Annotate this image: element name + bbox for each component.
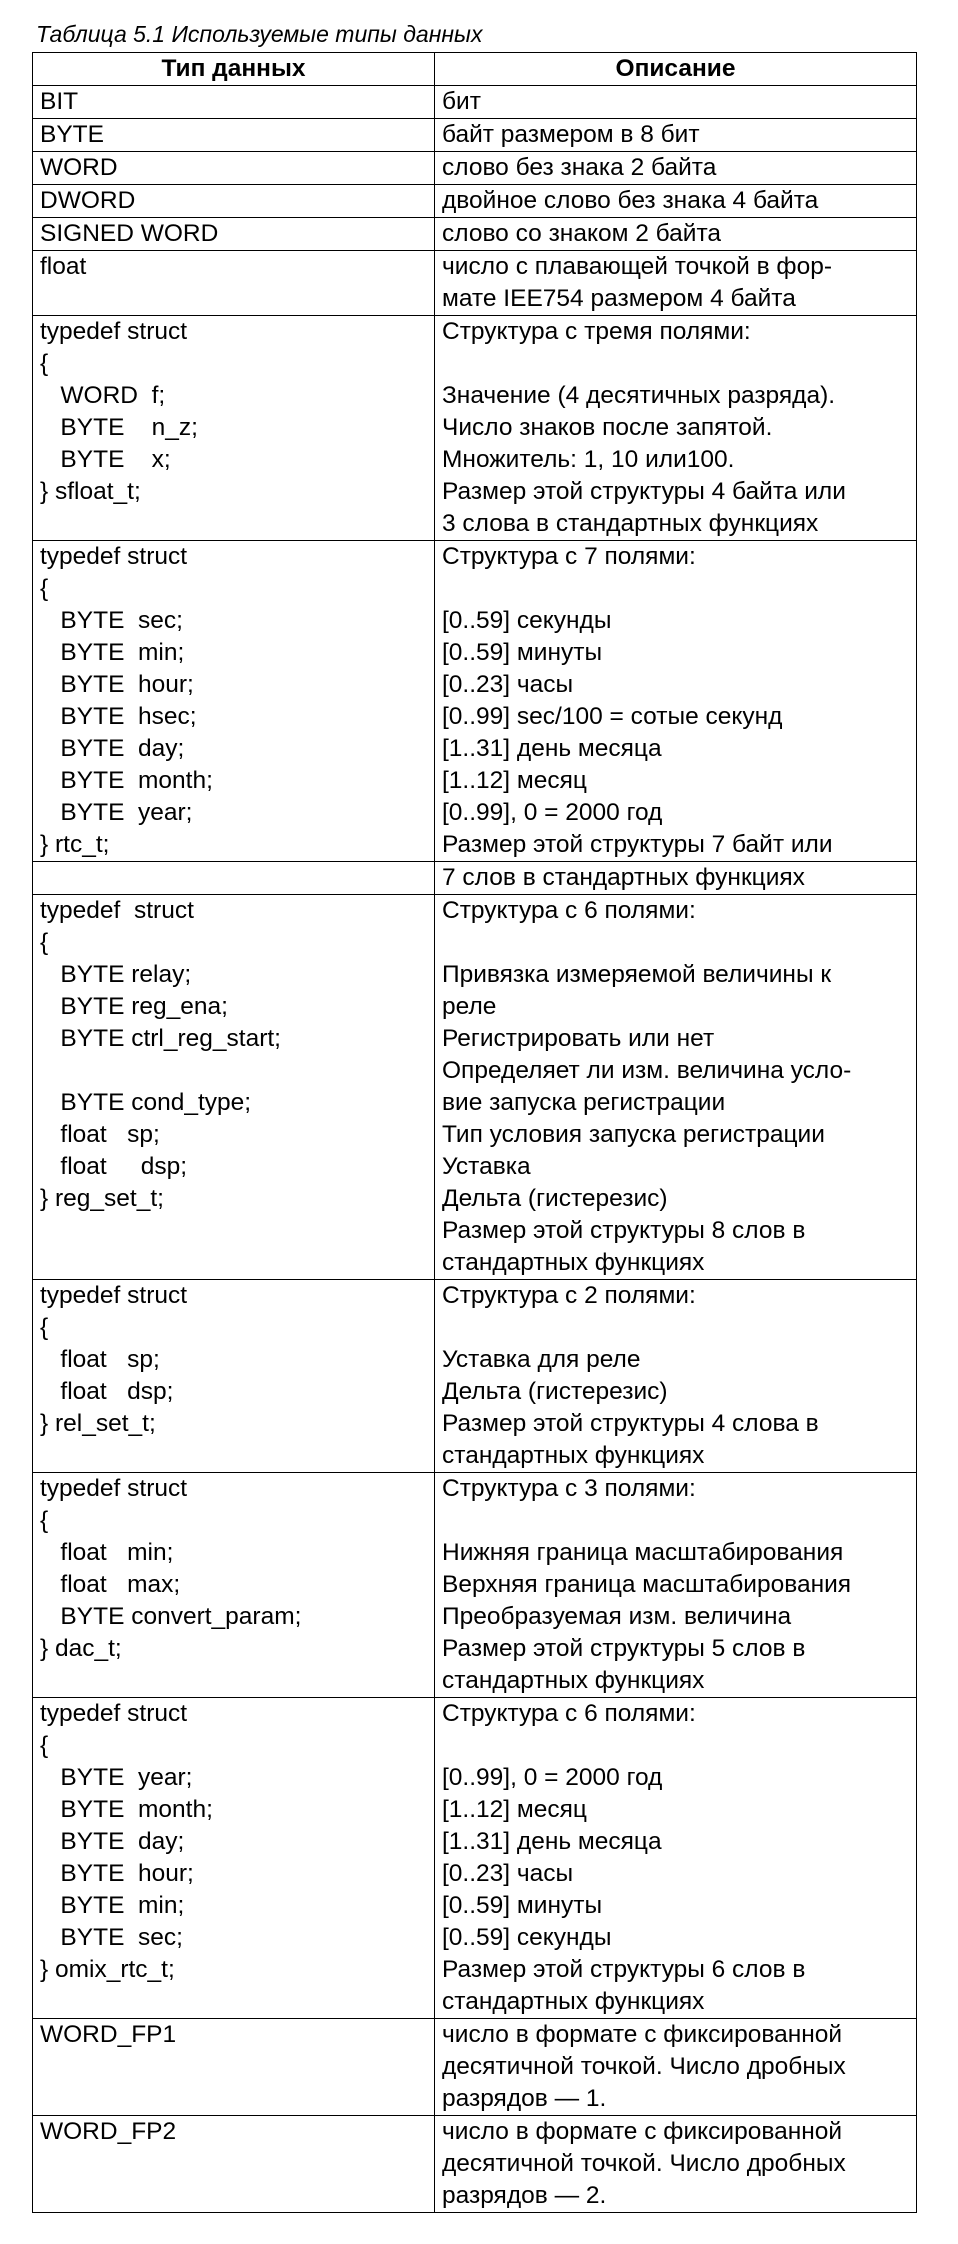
description-line: разрядов — 2. <box>442 2182 607 2209</box>
type-line: typedef struct <box>40 1475 188 1502</box>
type-line: BYTE convert_param; <box>40 1603 302 1630</box>
type-line: BYTE reg_ena; <box>40 993 228 1020</box>
description-cell <box>435 895 917 1280</box>
description-line <box>442 348 909 380</box>
description-line: Дельта (гистерезис) <box>442 1185 668 1212</box>
type-line: BIT <box>40 88 79 115</box>
description-line: Верхняя граница масштабирования <box>442 1571 852 1598</box>
type-line: BYTE year; <box>40 799 193 826</box>
description-cell <box>435 251 917 316</box>
table-row <box>33 1473 917 1698</box>
type-line: BYTE month; <box>40 767 213 794</box>
description-line: Структура с 6 полями: <box>442 897 696 924</box>
description-line: Структура с 6 полями: <box>442 1700 696 1727</box>
type-line: { <box>40 575 49 602</box>
description-line: стандартных функциях <box>442 1249 705 1276</box>
description-line <box>442 1505 909 1537</box>
type-line: BYTE hsec; <box>40 703 197 730</box>
type-cell <box>33 1698 435 2019</box>
type-line: typedef struct <box>40 897 194 924</box>
type-line: BYTE ctrl_reg_start; <box>40 1025 281 1052</box>
type-line: } omix_rtc_t; <box>40 1956 175 1983</box>
description-line <box>442 1312 909 1344</box>
description-line: Тип условия запуска регистрации <box>442 1121 825 1148</box>
table-row <box>33 541 917 862</box>
description-line: бит <box>442 88 481 115</box>
description-line: Регистрировать или нет <box>442 1025 715 1052</box>
type-cell <box>33 185 435 218</box>
description-line <box>442 927 909 959</box>
description-line: [0..59] минуты <box>442 639 603 666</box>
table-row <box>33 251 917 316</box>
type-line: BYTE day; <box>40 1828 185 1855</box>
type-line: float dsp; <box>40 1153 188 1180</box>
type-line: BYTE day; <box>40 735 185 762</box>
description-cell <box>435 316 917 541</box>
description-line: Преобразуемая изм. величина <box>442 1603 792 1630</box>
description-cell <box>435 218 917 251</box>
description-cell <box>435 1280 917 1473</box>
table-row <box>33 316 917 541</box>
type-line: BYTE x; <box>40 446 171 473</box>
description-line: байт размером в 8 бит <box>442 121 700 148</box>
description-line: [0..59] секунды <box>442 1924 612 1951</box>
description-line: [1..31] день месяца <box>442 735 662 762</box>
type-line: } sfloat_t; <box>40 478 141 505</box>
description-line: двойное слово без знака 4 байта <box>442 187 819 214</box>
description-line: слово со знаком 2 байта <box>442 220 722 247</box>
description-cell <box>435 1473 917 1698</box>
type-line: BYTE min; <box>40 639 185 666</box>
description-line: число в формате с фиксированной <box>442 2021 843 2048</box>
description-cell <box>435 86 917 119</box>
type-line: } rtc_t; <box>40 831 110 858</box>
description-cell <box>435 1698 917 2019</box>
type-line: BYTE min; <box>40 1892 185 1919</box>
type-cell <box>33 541 435 862</box>
description-line <box>442 1730 909 1762</box>
description-line: Нижняя граница масштабирования <box>442 1539 844 1566</box>
description-line: 7 слов в стандартных функциях <box>442 864 805 891</box>
type-line: } dac_t; <box>40 1635 122 1662</box>
description-line: Определяет ли изм. величина усло- <box>442 1057 852 1084</box>
type-cell <box>33 119 435 152</box>
table-body <box>33 86 917 2213</box>
type-line <box>40 862 427 894</box>
description-line: число в формате с фиксированной <box>442 2118 843 2145</box>
type-line: { <box>40 350 49 377</box>
description-line: Уставка <box>442 1153 531 1180</box>
document-page <box>32 18 916 2213</box>
type-line <box>40 1055 427 1087</box>
description-cell <box>435 541 917 862</box>
description-cell <box>435 2116 917 2213</box>
description-line: Размер этой структуры 5 слов в <box>442 1635 806 1662</box>
type-cell <box>33 152 435 185</box>
description-cell <box>435 2019 917 2116</box>
description-line: [0..99], 0 = 2000 год <box>442 1764 663 1791</box>
type-line: BYTE hour; <box>40 1860 194 1887</box>
table-row <box>33 1280 917 1473</box>
description-line: [0..23] часы <box>442 1860 574 1887</box>
table-row <box>33 185 917 218</box>
description-line: Структура с 7 полями: <box>442 543 696 570</box>
type-line: float sp; <box>40 1346 160 1373</box>
type-line: float sp; <box>40 1121 160 1148</box>
table-row <box>33 2116 917 2213</box>
type-line: SIGNED WORD <box>40 220 219 247</box>
type-line: WORD f; <box>40 382 166 409</box>
type-cell <box>33 218 435 251</box>
description-line: Размер этой структуры 4 слова в <box>442 1410 819 1437</box>
type-line: } reg_set_t; <box>40 1185 164 1212</box>
type-cell <box>33 316 435 541</box>
description-cell <box>435 862 917 895</box>
type-cell <box>33 251 435 316</box>
description-line: Структура с 2 полями: <box>442 1282 696 1309</box>
table-row <box>33 152 917 185</box>
type-line: BYTE month; <box>40 1796 213 1823</box>
type-line: float <box>40 253 87 280</box>
type-line: BYTE sec; <box>40 607 183 634</box>
type-cell <box>33 2116 435 2213</box>
header-type: Тип данных <box>33 53 435 86</box>
table-row <box>33 1698 917 2019</box>
description-line: [0..23] часы <box>442 671 574 698</box>
description-line: [1..31] день месяца <box>442 1828 662 1855</box>
table-header-row <box>33 53 917 86</box>
description-line: реле <box>442 993 497 1020</box>
description-line: Значение (4 десятичных разряда). <box>442 382 836 409</box>
type-line <box>40 1215 427 1247</box>
type-line: BYTE cond_type; <box>40 1089 252 1116</box>
description-line: десятичной точкой. Число дробных <box>442 2053 846 2080</box>
table-row <box>33 895 917 1280</box>
type-line: WORD_FP2 <box>40 2118 177 2145</box>
type-line: { <box>40 929 49 956</box>
type-line: BYTE year; <box>40 1764 193 1791</box>
description-line: Размер этой структуры 4 байта или <box>442 478 846 505</box>
type-line: { <box>40 1732 49 1759</box>
description-line: [0..99], 0 = 2000 год <box>442 799 663 826</box>
description-line: Размер этой структуры 7 байт или <box>442 831 833 858</box>
type-cell <box>33 2019 435 2116</box>
type-cell <box>33 1280 435 1473</box>
description-line: Привязка измеряемой величины к <box>442 961 832 988</box>
description-cell <box>435 152 917 185</box>
type-line: WORD_FP1 <box>40 2021 177 2048</box>
type-line: BYTE relay; <box>40 961 192 988</box>
description-line: Структура с 3 полями: <box>442 1475 696 1502</box>
table-caption: Таблица 5.1 Используемые типы данных <box>36 21 483 47</box>
type-line: DWORD <box>40 187 136 214</box>
description-line: Множитель: 1, 10 или100. <box>442 446 735 473</box>
type-line: typedef struct <box>40 543 188 570</box>
type-line: } rel_set_t; <box>40 1410 156 1437</box>
description-line: десятичной точкой. Число дробных <box>442 2150 846 2177</box>
description-line: Структура с тремя полями: <box>442 318 751 345</box>
type-cell <box>33 1473 435 1698</box>
type-line: typedef struct <box>40 1282 188 1309</box>
data-types-table <box>32 52 917 2213</box>
table-row <box>33 218 917 251</box>
description-line: стандартных функциях <box>442 1667 705 1694</box>
description-line: вие запуска регистрации <box>442 1089 726 1116</box>
description-line: мате IEE754 размером 4 байта <box>442 285 796 312</box>
description-line: [0..59] секунды <box>442 607 612 634</box>
type-line: typedef struct <box>40 318 188 345</box>
description-line: [0..59] минуты <box>442 1892 603 1919</box>
type-line: { <box>40 1314 49 1341</box>
description-line: [0..99] sec/100 = сотые секунд <box>442 703 783 730</box>
description-line: Уставка для реле <box>442 1346 641 1373</box>
description-line: Размер этой структуры 6 слов в <box>442 1956 806 1983</box>
type-cell <box>33 862 435 895</box>
description-line: слово без знака 2 байта <box>442 154 717 181</box>
description-cell <box>435 119 917 152</box>
type-cell <box>33 895 435 1280</box>
type-line: typedef struct <box>40 1700 188 1727</box>
description-line: 3 слова в стандартных функциях <box>442 510 819 537</box>
type-line: float dsp; <box>40 1378 174 1405</box>
type-line: BYTE sec; <box>40 1924 183 1951</box>
type-line: { <box>40 1507 49 1534</box>
description-line: [1..12] месяц <box>442 767 587 794</box>
description-line <box>442 573 909 605</box>
table-row <box>33 119 917 152</box>
type-line: WORD <box>40 154 118 181</box>
table-row <box>33 862 917 895</box>
table-row <box>33 86 917 119</box>
description-line: число с плавающей точкой в фор- <box>442 253 832 280</box>
type-line: float max; <box>40 1571 181 1598</box>
type-line: BYTE hour; <box>40 671 194 698</box>
description-line: разрядов — 1. <box>442 2085 607 2112</box>
description-line: стандартных функциях <box>442 1442 705 1469</box>
description-line: [1..12] месяц <box>442 1796 587 1823</box>
type-line: BYTE <box>40 121 104 148</box>
header-description: Описание <box>435 53 917 86</box>
type-line: float min; <box>40 1539 174 1566</box>
description-line: Число знаков после запятой. <box>442 414 773 441</box>
description-line: Размер этой структуры 8 слов в <box>442 1217 806 1244</box>
description-line: стандартных функциях <box>442 1988 705 2015</box>
type-cell <box>33 86 435 119</box>
type-line: BYTE n_z; <box>40 414 198 441</box>
table-row <box>33 2019 917 2116</box>
description-line: Дельта (гистерезис) <box>442 1378 668 1405</box>
description-cell <box>435 185 917 218</box>
